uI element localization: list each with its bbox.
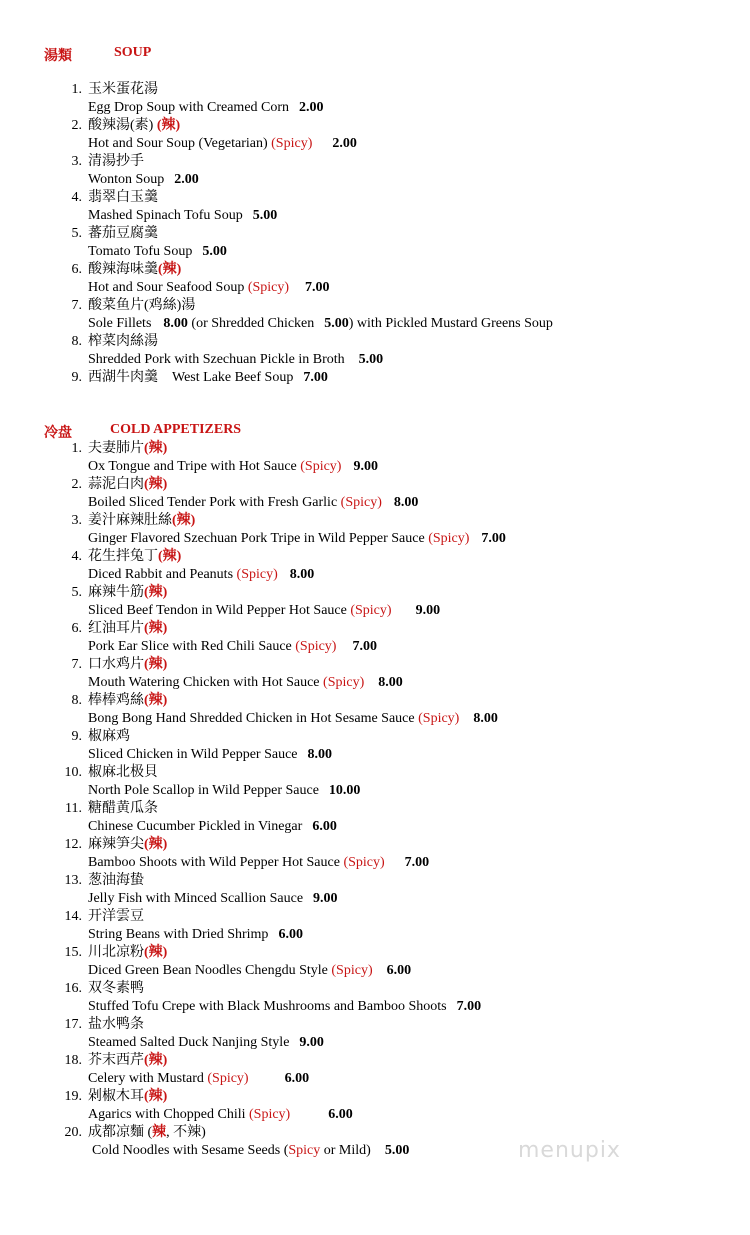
soup-list xyxy=(0,81,750,387)
item-en-text: Chinese Cucumber Pickled in Vinegar xyxy=(88,819,303,834)
item-en-text: Wonton Soup xyxy=(88,172,165,187)
item-zh xyxy=(88,692,167,710)
item-number: 11. xyxy=(65,801,82,816)
spicy-mark: (Spicy) xyxy=(343,855,385,870)
item-zh xyxy=(88,764,158,782)
list-item xyxy=(0,656,750,692)
hot-mark: (辣) xyxy=(144,477,168,492)
hot-mark: (辣) xyxy=(144,441,168,456)
item-zh-text: 蒜泥白肉 xyxy=(88,477,144,492)
item-zh-text: 棒棒鸡絲 xyxy=(88,693,144,708)
item-en-text: or Mild) xyxy=(320,1143,371,1158)
list-item xyxy=(0,944,750,980)
item-en xyxy=(88,818,337,836)
item-number: 6. xyxy=(71,621,82,636)
item-number: 17. xyxy=(64,1017,82,1032)
item-en-text: Cold Noodles with Sesame Seeds ( xyxy=(92,1143,289,1158)
item-en xyxy=(88,530,506,548)
item-zh xyxy=(88,548,181,566)
item-zh-text: 川北凉粉 xyxy=(88,945,144,960)
item-price: 5.00 xyxy=(384,1143,410,1158)
item-zh xyxy=(88,908,144,926)
item-en xyxy=(88,135,357,153)
item-price: 7.00 xyxy=(481,531,506,546)
item-price: 10.00 xyxy=(328,783,361,798)
item-zh-text: , 不辣) xyxy=(166,1125,206,1140)
hot-mark: (辣) xyxy=(144,1053,168,1068)
soup-header-en: SOUP xyxy=(114,45,152,60)
item-en xyxy=(88,315,553,333)
item-en-text: North Pole Scallop in Wild Pepper Sauce xyxy=(88,783,319,798)
item-en xyxy=(88,854,429,872)
cold-list xyxy=(0,440,750,1160)
item-number: 20. xyxy=(64,1125,82,1140)
spicy-mark: (Spicy) xyxy=(323,675,365,690)
item-number: 5. xyxy=(71,226,82,241)
item-zh xyxy=(88,1124,206,1142)
item-number: 8. xyxy=(71,693,82,708)
item-price: 9.00 xyxy=(415,603,441,618)
item-zh-text: 蕃茄豆腐羹 xyxy=(88,226,158,241)
item-zh xyxy=(88,980,144,998)
spicy-mark: (Spicy) xyxy=(236,567,278,582)
item-number: 10. xyxy=(64,765,82,780)
item-zh xyxy=(88,261,181,279)
item-zh-text: 糖醋黄瓜条 xyxy=(88,801,158,816)
watermark: menupix xyxy=(518,1138,621,1163)
item-zh-text: 玉米蛋花湯 xyxy=(88,82,158,97)
item-en-text: Tomato Tofu Soup xyxy=(88,244,193,259)
item-en-text: Boiled Sliced Tender Pork with Fresh Garlic xyxy=(88,495,338,510)
item-en-text: Hot and Sour Seafood Soup xyxy=(88,280,245,295)
item-number: 8. xyxy=(71,334,82,349)
item-price: 8.00 xyxy=(163,316,188,331)
item-zh xyxy=(88,836,167,854)
item-zh xyxy=(88,225,158,243)
list-item xyxy=(0,800,750,836)
hot-mark: (辣) xyxy=(144,693,168,708)
hot-mark: (辣) xyxy=(158,549,182,564)
spicy-mark: (Spicy) xyxy=(247,280,290,295)
item-en-text: ) with Pickled Mustard Greens Soup xyxy=(348,316,553,331)
soup-header-zh: 湯類 xyxy=(44,49,72,64)
item-zh-text: 夫妻肺片 xyxy=(88,441,144,456)
item-en-text: Mouth Watering Chicken with Hot Sauce xyxy=(88,675,320,690)
item-number: 7. xyxy=(71,298,82,313)
item-en xyxy=(88,926,303,944)
list-item xyxy=(0,1124,750,1160)
item-zh xyxy=(88,872,144,890)
item-number: 14. xyxy=(64,909,82,924)
list-item xyxy=(0,476,750,512)
list-item xyxy=(0,908,750,944)
item-en-text: West Lake Beef Soup xyxy=(172,370,294,385)
spicy-mark: Spicy xyxy=(288,1143,321,1158)
item-en xyxy=(88,1142,409,1160)
item-en-text: Agarics with Chopped Chili xyxy=(88,1107,246,1122)
spicy-mark: (Spicy) xyxy=(271,136,313,151)
item-zh-text: 椒麻北极貝 xyxy=(88,765,158,780)
spicy-mark: (Spicy) xyxy=(350,603,392,618)
item-en xyxy=(88,351,383,369)
list-item xyxy=(0,512,750,548)
list-item xyxy=(0,333,750,369)
item-zh-text: 芥末西芹 xyxy=(88,1053,144,1068)
item-number: 1. xyxy=(71,441,82,456)
item-en-text: Steamed Salted Duck Nanjing Style xyxy=(88,1035,290,1050)
item-en xyxy=(88,566,314,584)
item-zh-text: 剁椒木耳 xyxy=(88,1089,144,1104)
item-zh-text: 口水鸡片 xyxy=(88,657,144,672)
item-en-text: Bamboo Shoots with Wild Pepper Hot Sauce xyxy=(88,855,340,870)
hot-mark: (辣) xyxy=(144,657,168,672)
item-zh-text: 西湖牛肉羹 xyxy=(88,370,158,385)
item-zh xyxy=(88,656,167,674)
list-item xyxy=(0,225,750,261)
list-item xyxy=(0,369,750,387)
item-zh xyxy=(88,297,195,315)
item-en xyxy=(88,890,338,908)
item-zh xyxy=(88,728,130,746)
list-item xyxy=(0,836,750,872)
item-en xyxy=(88,494,418,512)
item-price: 7.00 xyxy=(404,855,430,870)
item-price: 2.00 xyxy=(299,100,324,115)
item-en-text: Sliced Chicken in Wild Pepper Sauce xyxy=(88,747,298,762)
spicy-mark: (Spicy) xyxy=(249,1107,291,1122)
item-zh-text: 开洋雲豆 xyxy=(88,909,144,924)
item-price: 5.00 xyxy=(358,352,384,367)
item-number: 5. xyxy=(71,585,82,600)
item-zh-text: 麻辣笋尖 xyxy=(88,837,144,852)
spicy-mark: (Spicy) xyxy=(295,639,337,654)
item-zh xyxy=(88,512,195,530)
item-en-text: (or Shredded Chicken xyxy=(191,316,315,331)
cold-section-header xyxy=(44,422,242,441)
item-number: 6. xyxy=(71,262,82,277)
item-en xyxy=(88,1106,353,1124)
spicy-mark: (Spicy) xyxy=(428,531,470,546)
item-zh xyxy=(88,440,167,458)
item-en xyxy=(88,279,330,297)
list-item xyxy=(0,1052,750,1088)
list-item xyxy=(0,872,750,908)
item-en xyxy=(88,1070,309,1088)
item-zh xyxy=(88,620,167,638)
item-en xyxy=(88,998,481,1016)
spicy-mark: (Spicy) xyxy=(207,1071,249,1086)
item-number: 3. xyxy=(71,513,82,528)
item-zh-text: 葱油海蛰 xyxy=(88,873,144,888)
item-en-text: Diced Rabbit and Peanuts xyxy=(88,567,234,582)
item-en-text: Ginger Flavored Szechuan Pork Tripe in Wild Pepper Sauce xyxy=(88,531,425,546)
hot-mark: (辣) xyxy=(156,118,181,133)
item-en-text: String Beans with Dried Shrimp xyxy=(88,927,269,942)
list-item xyxy=(0,117,750,153)
item-zh xyxy=(88,81,158,99)
item-zh-text: 酸菜鱼片(鸡絲)湯 xyxy=(88,298,196,313)
hot-mark: (辣) xyxy=(144,621,168,636)
item-number: 1. xyxy=(71,82,82,97)
list-item xyxy=(0,548,750,584)
spicy-mark: (Spicy) xyxy=(418,711,460,726)
item-en-text: Stuffed Tofu Crepe with Black Mushrooms and Bamboo Shoots xyxy=(88,999,447,1014)
item-number: 12. xyxy=(64,837,82,852)
list-item xyxy=(0,261,750,297)
item-number: 19. xyxy=(64,1089,82,1104)
item-zh xyxy=(88,584,167,602)
item-zh xyxy=(88,1088,167,1106)
item-price: 5.00 xyxy=(324,316,349,331)
item-number: 3. xyxy=(71,154,82,169)
item-en-text: Hot and Sour Soup (Vegetarian) xyxy=(88,136,268,151)
item-price: 2.00 xyxy=(174,172,199,187)
item-en xyxy=(88,1034,324,1052)
item-en xyxy=(88,962,411,980)
item-en-text: Bong Bong Hand Shredded Chicken in Hot Sesame Sauce xyxy=(88,711,415,726)
item-number: 16. xyxy=(64,981,82,996)
item-zh xyxy=(88,369,328,387)
item-en xyxy=(88,638,377,656)
item-price: 6.00 xyxy=(386,963,412,978)
item-price: 7.00 xyxy=(352,639,377,654)
item-en-text: Sole Fillets xyxy=(88,316,152,331)
item-zh xyxy=(88,333,158,351)
item-zh-text: 成都凉麵 ( xyxy=(88,1125,153,1140)
item-number: 9. xyxy=(71,370,82,385)
item-price: 7.00 xyxy=(303,370,328,385)
item-price: 6.00 xyxy=(278,927,303,942)
item-number: 4. xyxy=(71,190,82,205)
item-zh xyxy=(88,944,167,962)
list-item xyxy=(0,620,750,656)
item-en xyxy=(88,99,324,117)
item-price: 8.00 xyxy=(307,747,333,762)
hot-mark: (辣) xyxy=(144,837,168,852)
item-price: 8.00 xyxy=(473,711,498,726)
item-price: 6.00 xyxy=(284,1071,310,1086)
item-price: 9.00 xyxy=(313,891,338,906)
item-number: 9. xyxy=(71,729,82,744)
item-en-text: Pork Ear Slice with Red Chili Sauce xyxy=(88,639,292,654)
item-zh-text: 榨菜肉絲湯 xyxy=(88,334,158,349)
item-price: 5.00 xyxy=(202,244,227,259)
item-price: 9.00 xyxy=(353,459,378,474)
item-price: 9.00 xyxy=(299,1035,324,1050)
item-en-text: Egg Drop Soup with Creamed Corn xyxy=(88,100,290,115)
spicy-mark: (Spicy) xyxy=(340,495,382,510)
cold-header-en: COLD APPETIZERS xyxy=(110,422,242,437)
item-en xyxy=(88,458,378,476)
list-item xyxy=(0,1016,750,1052)
item-price: 5.00 xyxy=(252,208,278,223)
cold-header-zh: 冷盘 xyxy=(44,426,72,441)
item-en xyxy=(88,710,498,728)
item-en-text: Shredded Pork with Szechuan Pickle in Broth xyxy=(88,352,345,367)
item-number: 15. xyxy=(64,945,82,960)
item-zh xyxy=(88,1016,144,1034)
list-item xyxy=(0,153,750,189)
item-zh-text: 麻辣牛筋 xyxy=(88,585,144,600)
item-zh-text: 酸辣海味羹 xyxy=(88,262,158,277)
hot-mark: (辣) xyxy=(158,262,182,277)
item-zh-text: 椒麻鸡 xyxy=(88,729,130,744)
list-item xyxy=(0,1088,750,1124)
item-zh-text: 酸辣湯(素) xyxy=(88,118,154,133)
item-zh-text: 翡翠白玉羹 xyxy=(88,190,158,205)
item-price: 2.00 xyxy=(332,136,357,151)
item-en xyxy=(88,602,440,620)
item-number: 18. xyxy=(64,1053,82,1068)
item-en xyxy=(88,746,332,764)
item-number: 2. xyxy=(71,477,82,492)
item-price: 6.00 xyxy=(312,819,337,834)
hot-mark: (辣) xyxy=(144,585,168,600)
item-zh-text: 清湯抄手 xyxy=(88,154,144,169)
item-zh xyxy=(88,153,144,171)
list-item xyxy=(0,189,750,225)
item-zh xyxy=(88,800,158,818)
item-zh xyxy=(88,189,158,207)
item-en-text: Ox Tongue and Tripe with Hot Sauce xyxy=(88,459,297,474)
list-item xyxy=(0,692,750,728)
item-number: 4. xyxy=(71,549,82,564)
list-item xyxy=(0,81,750,117)
item-zh-text: 花生拌兔丁 xyxy=(88,549,158,564)
item-price: 7.00 xyxy=(456,999,482,1014)
item-en xyxy=(88,207,277,225)
item-price: 8.00 xyxy=(289,567,315,582)
list-item xyxy=(0,764,750,800)
item-en xyxy=(88,674,403,692)
list-item xyxy=(0,297,750,333)
hot-mark: 辣 xyxy=(152,1125,167,1140)
item-zh-text: 姜汁麻辣肚絲 xyxy=(88,513,172,528)
item-price: 6.00 xyxy=(328,1107,353,1122)
item-zh xyxy=(88,476,167,494)
item-en-text: Diced Green Bean Noodles Chengdu Style xyxy=(88,963,328,978)
list-item xyxy=(0,584,750,620)
item-zh-text: 双冬素鸭 xyxy=(88,981,144,996)
item-en-text: Jelly Fish with Minced Scallion Sauce xyxy=(88,891,304,906)
list-item xyxy=(0,440,750,476)
item-en-text: Mashed Spinach Tofu Soup xyxy=(88,208,243,223)
item-zh-text: 红油耳片 xyxy=(88,621,144,636)
hot-mark: (辣) xyxy=(144,945,168,960)
item-price: 7.00 xyxy=(305,280,330,295)
item-en-text: Celery with Mustard xyxy=(88,1071,204,1086)
item-price: 8.00 xyxy=(378,675,403,690)
item-zh-text: 盐水鸭条 xyxy=(88,1017,144,1032)
hot-mark: (辣) xyxy=(144,1089,168,1104)
list-item xyxy=(0,980,750,1016)
spicy-mark: (Spicy) xyxy=(331,963,373,978)
hot-mark: (辣) xyxy=(172,513,196,528)
item-zh xyxy=(88,117,180,135)
soup-section-header xyxy=(44,45,152,64)
item-en xyxy=(88,171,199,189)
item-en xyxy=(88,243,227,261)
spicy-mark: (Spicy) xyxy=(300,459,342,474)
item-number: 2. xyxy=(71,118,82,133)
item-price: 8.00 xyxy=(393,495,419,510)
item-number: 13. xyxy=(64,873,82,888)
list-item xyxy=(0,728,750,764)
item-en xyxy=(88,782,360,800)
item-number: 7. xyxy=(71,657,82,672)
item-zh xyxy=(88,1052,167,1070)
item-en-text: Sliced Beef Tendon in Wild Pepper Hot Sauce xyxy=(88,603,347,618)
